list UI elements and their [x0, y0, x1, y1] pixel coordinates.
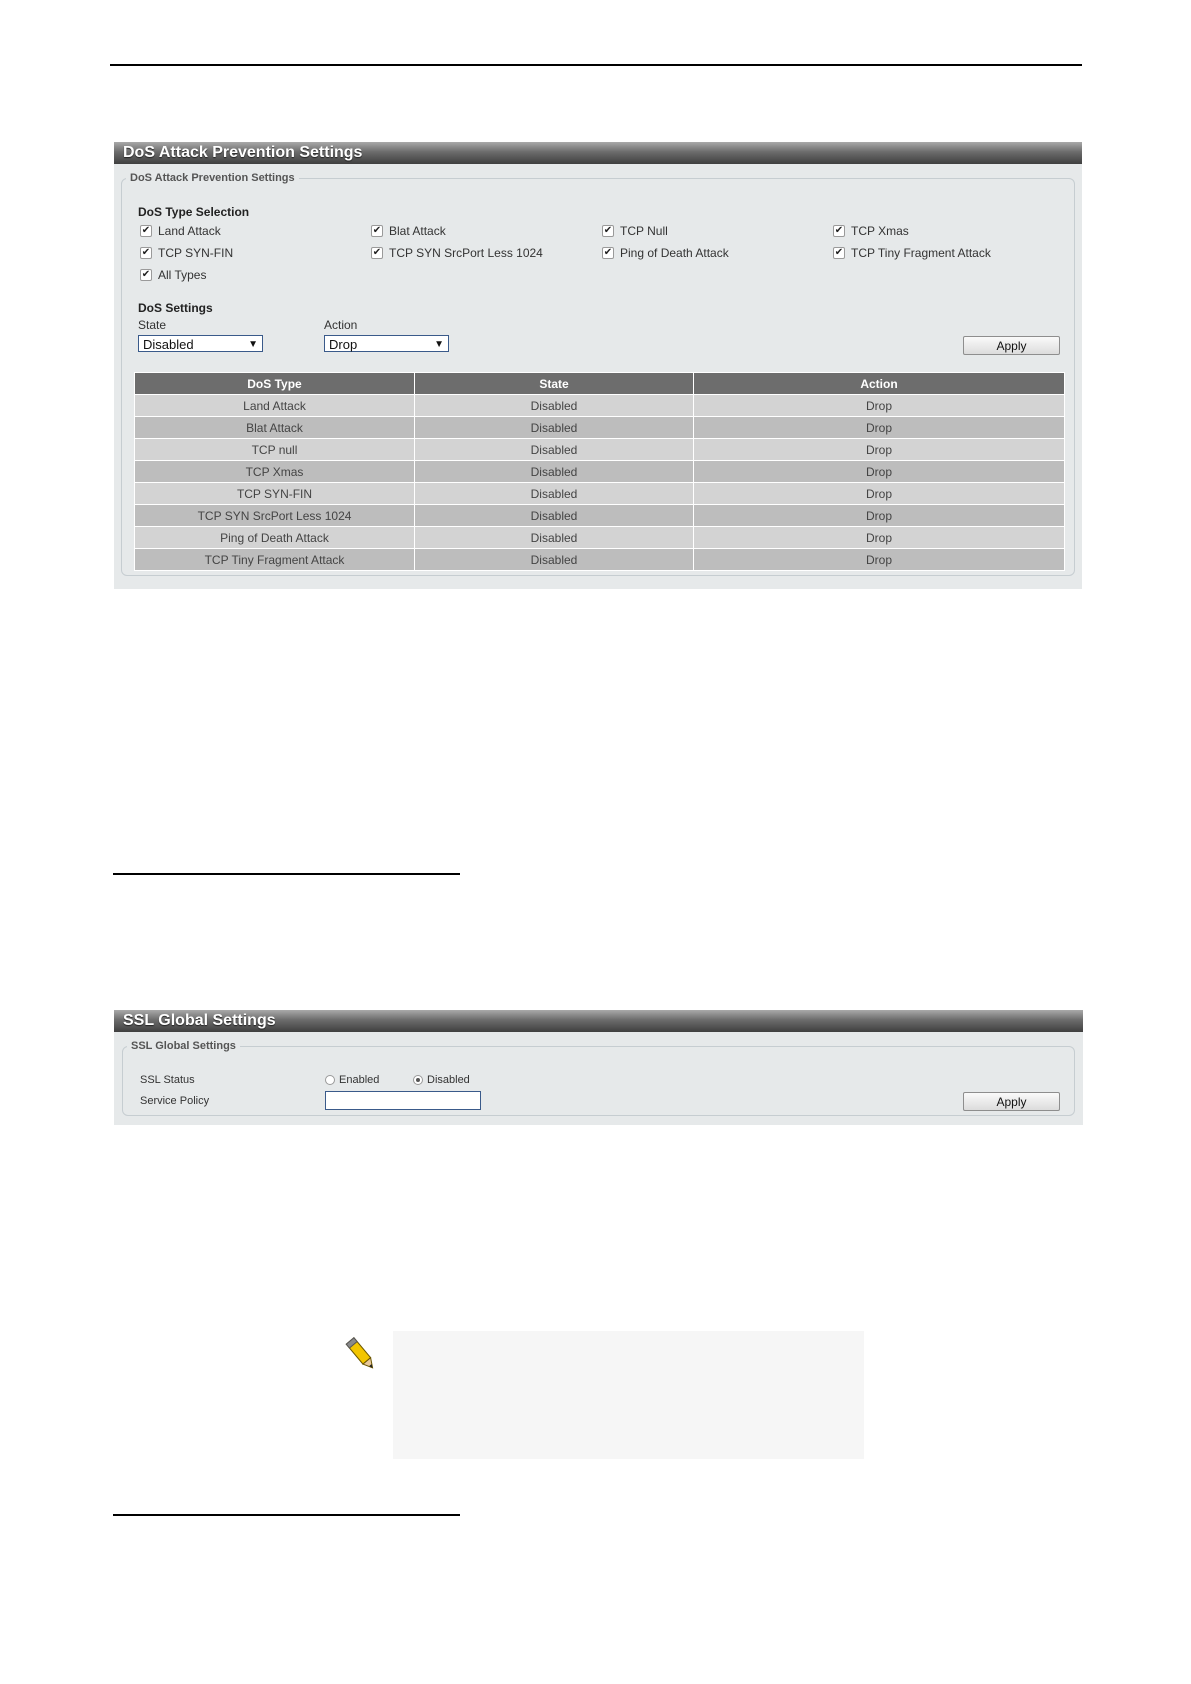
table-row: [135, 417, 1065, 439]
cell-dos-type: TCP Xmas: [135, 461, 415, 483]
section-separator-rule-2: [113, 1514, 460, 1516]
cell-state: Disabled: [415, 549, 694, 571]
cell-action: Drop: [694, 483, 1065, 505]
cell-action: Drop: [694, 527, 1065, 549]
cell-state: Disabled: [415, 439, 694, 461]
state-select[interactable]: [138, 335, 263, 352]
state-label: State: [138, 318, 167, 332]
cell-dos-type: TCP SYN SrcPort Less 1024: [135, 505, 415, 527]
action-select[interactable]: [324, 335, 449, 352]
checkbox-tcp-xmas-box[interactable]: ✔: [834, 225, 844, 236]
table-row: [135, 439, 1065, 461]
checkbox-tcp-syn-srcport-box[interactable]: ✔: [372, 247, 382, 258]
action-dropdown-arrow-icon: ▼: [434, 339, 444, 350]
cell-state: Disabled: [415, 527, 694, 549]
page-header-rule: [110, 64, 1082, 66]
checkbox-ping-of-death-box[interactable]: ✔: [603, 247, 613, 258]
radio-enabled-label: Enabled: [339, 1074, 380, 1086]
column-header-state: State: [415, 373, 694, 395]
checkbox-tcp-syn-srcport[interactable]: [371, 246, 543, 260]
checkbox-all-types[interactable]: [140, 268, 206, 282]
ssl-panel: [114, 1010, 1083, 1125]
checkbox-all-types-label: All Types: [158, 268, 207, 282]
dos-type-selection-heading: DoS Type Selection: [138, 205, 250, 219]
checkbox-land-attack-label: Land Attack: [158, 224, 221, 238]
radio-enabled[interactable]: [325, 1074, 379, 1086]
checkbox-tcp-tiny-fragment-label: TCP Tiny Fragment Attack: [851, 246, 991, 260]
checkbox-land-attack-box[interactable]: ✔: [141, 225, 151, 236]
cell-state: Disabled: [415, 483, 694, 505]
checkbox-tcp-tiny-fragment-box[interactable]: ✔: [834, 247, 844, 258]
state-dropdown-arrow-icon: ▼: [248, 339, 258, 350]
checkbox-ping-of-death[interactable]: [602, 246, 729, 260]
cell-dos-type: Ping of Death Attack: [135, 527, 415, 549]
ssl-fieldset-legend: SSL Global Settings: [131, 1040, 236, 1052]
column-header-action: Action: [694, 373, 1065, 395]
dos-table: [134, 372, 1065, 571]
action-select-value: Drop: [329, 337, 358, 352]
column-header-dos-type: DoS Type: [135, 373, 415, 395]
radio-disabled[interactable]: [413, 1074, 470, 1086]
table-row: [135, 483, 1065, 505]
checkbox-all-types-box[interactable]: ✔: [141, 269, 151, 280]
table-row: [135, 461, 1065, 483]
checkbox-blat-attack[interactable]: [371, 224, 446, 238]
checkbox-tcp-null-box[interactable]: ✔: [603, 225, 613, 236]
service-policy-label: Service Policy: [140, 1095, 210, 1107]
checkbox-blat-attack-box[interactable]: ✔: [372, 225, 382, 236]
dos-panel: [114, 142, 1082, 589]
table-row: [135, 549, 1065, 571]
table-row: [135, 505, 1065, 527]
cell-dos-type: TCP Tiny Fragment Attack: [135, 549, 415, 571]
radio-disabled-button[interactable]: [413, 1075, 423, 1085]
checkbox-tcp-syn-fin-box[interactable]: ✔: [141, 247, 151, 258]
service-policy-input[interactable]: [325, 1091, 481, 1110]
cell-action: Drop: [694, 417, 1065, 439]
ssl-status-label: SSL Status: [140, 1074, 195, 1086]
cell-state: Disabled: [415, 417, 694, 439]
cell-dos-type: TCP null: [135, 439, 415, 461]
table-row: [135, 395, 1065, 417]
checkbox-tcp-null-label: TCP Null: [620, 224, 668, 238]
action-label: Action: [324, 318, 358, 332]
section-separator-rule: [113, 873, 460, 875]
dos-fieldset-legend: DoS Attack Prevention Settings: [130, 172, 295, 184]
cell-action: Drop: [694, 505, 1065, 527]
note-box: [393, 1331, 864, 1459]
cell-dos-type: Blat Attack: [135, 417, 415, 439]
radio-disabled-label: Disabled: [427, 1074, 470, 1086]
checkbox-ping-of-death-label: Ping of Death Attack: [620, 246, 729, 260]
checkbox-tcp-syn-srcport-label: TCP SYN SrcPort Less 1024: [389, 246, 543, 260]
cell-action: Drop: [694, 549, 1065, 571]
checkbox-land-attack[interactable]: [140, 224, 221, 238]
cell-action: Drop: [694, 461, 1065, 483]
dos-apply-button[interactable]: Apply: [963, 336, 1060, 355]
checkbox-tcp-syn-fin[interactable]: [140, 246, 233, 260]
cell-state: Disabled: [415, 461, 694, 483]
cell-dos-type: TCP SYN-FIN: [135, 483, 415, 505]
ssl-panel-title: SSL Global Settings: [114, 1010, 1083, 1032]
pencil-icon: [343, 1333, 379, 1375]
cell-dos-type: Land Attack: [135, 395, 415, 417]
checkbox-blat-attack-label: Blat Attack: [389, 224, 446, 238]
cell-action: Drop: [694, 395, 1065, 417]
checkbox-tcp-tiny-fragment[interactable]: [833, 246, 991, 260]
ssl-apply-button[interactable]: Apply: [963, 1092, 1060, 1111]
dos-settings-heading: DoS Settings: [138, 301, 213, 315]
checkbox-tcp-null[interactable]: [602, 224, 668, 238]
dos-table-header: [135, 373, 1065, 395]
checkbox-tcp-xmas-label: TCP Xmas: [851, 224, 909, 238]
state-select-value: Disabled: [143, 337, 194, 352]
radio-enabled-button[interactable]: [325, 1075, 335, 1085]
cell-state: Disabled: [415, 505, 694, 527]
cell-action: Drop: [694, 439, 1065, 461]
checkbox-tcp-xmas[interactable]: [833, 224, 909, 238]
table-row: [135, 527, 1065, 549]
ssl-fieldset: [122, 1040, 1075, 1116]
dos-panel-title: DoS Attack Prevention Settings: [114, 142, 1082, 164]
cell-state: Disabled: [415, 395, 694, 417]
checkbox-tcp-syn-fin-label: TCP SYN-FIN: [158, 246, 234, 260]
